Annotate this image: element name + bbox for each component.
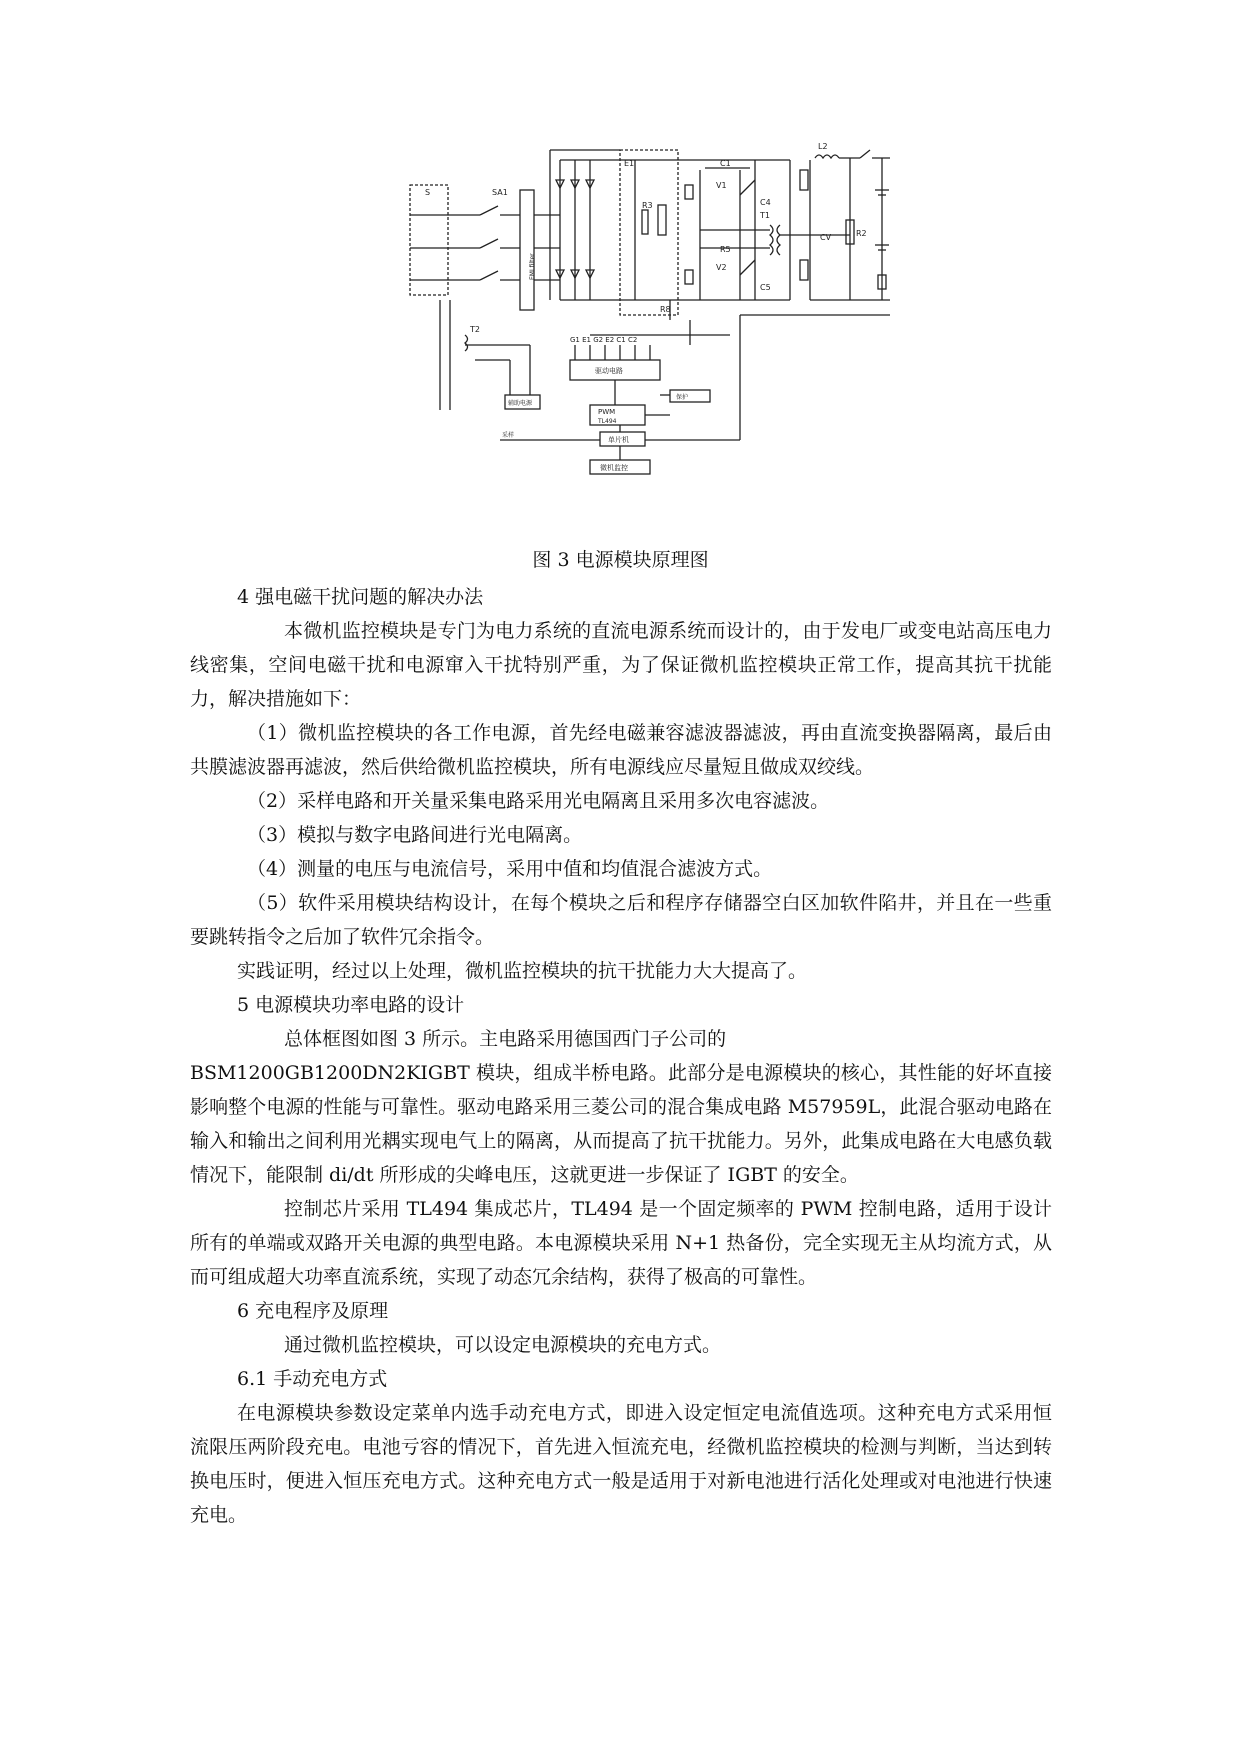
label-e1: E1 <box>624 159 635 168</box>
label-c5: C5 <box>760 283 771 292</box>
label-r3: R3 <box>642 201 653 210</box>
capacitor-block <box>620 150 678 315</box>
label-bus: G1 E1 G2 E2 C1 C2 <box>570 336 638 344</box>
paragraph: 控制芯片采用 TL494 集成芯片，TL494 是一个固定频率的 PWM 控制电路，适用于设计所有的单端或双路开关电源的典型电路。本电源模块采用 N+1 热备份，完全实现无主从均流方式，从而可组成超大功率直流系统，实现了动态冗余结构，获得了极高的可靠性。 <box>190 1198 1052 1288</box>
circuit-diagram <box>420 142 890 535</box>
heading-6: 6 充电程序及原理 <box>237 1300 389 1322</box>
paragraph: 实践证明，经过以上处理，微机监控模块的抗干扰能力大大提高了。 <box>237 960 808 982</box>
emi-filter-box <box>520 190 534 310</box>
label-driver: 驱动电路 <box>595 367 623 375</box>
list-item: （5）软件采用模块结构设计，在每个模块之后和程序存储器空白区加软件陷井，并且在一些重要跳转指令之后加了软件冗余指令。 <box>190 892 1052 948</box>
document-body <box>190 580 1052 1532</box>
label-r5: R5 <box>720 245 731 254</box>
label-pwm: PWM <box>598 408 616 416</box>
paragraph: 总体框图如图 3 所示。主电路采用德国西门子公司的 <box>284 1028 727 1050</box>
label-c1: C1 <box>720 159 731 168</box>
label-v2: V2 <box>716 263 727 272</box>
figure-caption: 图 3 电源模块原理图 <box>532 549 709 571</box>
heading-6-1: 6.1 手动充电方式 <box>237 1368 388 1390</box>
heading-4: 4 强电磁干扰问题的解决办法 <box>237 586 484 608</box>
label-aux-power: 辅助电源 <box>508 400 533 407</box>
circuit-diagram-figure <box>420 142 890 535</box>
label-monitor: 微机监控 <box>600 464 628 472</box>
label-t2: T2 <box>470 325 480 334</box>
label-sa1: SA1 <box>492 188 508 197</box>
list-item: （1）微机监控模块的各工作电源，首先经电磁兼容滤波器滤波，再由直流变换器隔离，最后由共膜滤波器再滤波，然后供给微机监控模块，所有电源线应尽量短且做成双绞线。 <box>190 722 1052 778</box>
paragraph: 在电源模块参数设定菜单内选手动充电方式，即进入设定恒定电流值选项。这种充电方式采用恒流限压两阶段充电。电池亏容的情况下，首先进入恒流充电，经微机监控模块的检测与判断，当达到转换电压时，便进入恒压充电方式。这种充电方式一般是适用于对新电池进行活化处理或对电池进行快速充电。 <box>190 1402 1052 1526</box>
list-item: （4）测量的电压与电流信号，采用中值和均值混合滤波方式。 <box>247 858 773 880</box>
list-item: （2）采样电路和开关量采集电路采用光电隔离且采用多次电容滤波。 <box>247 790 830 812</box>
input-block <box>410 185 448 295</box>
label-c4: C4 <box>760 198 771 207</box>
label-r8: R8 <box>660 305 671 314</box>
label-sampling: 采样 <box>502 432 515 439</box>
paragraph: 通过微机监控模块，可以设定电源模块的充电方式。 <box>284 1334 722 1356</box>
label-tl494: TL494 <box>598 418 617 425</box>
label-s: S <box>425 188 431 197</box>
label-cpu: 单片机 <box>608 436 629 444</box>
label-filter: EMI filter <box>529 253 536 280</box>
label-protect: 保护 <box>676 394 689 401</box>
paragraph: BSM1200GB1200DN2KIGBT 模块，组成半桥电路。此部分是电源模块的核心，其性能的好坏直接影响整个电源的性能与可靠性。驱动电路采用三菱公司的混合集成电路 M57959L，此混合驱动电路在输入和输出之间利用光耦实现电气上的隔离，从而提高了抗干扰能力。另外，此集成电路在大电感负载情况下，能限制 di/dt 所形成的尖峰电压，这就更进一步保证了 IGBT 的安全。 <box>190 1062 1052 1186</box>
list-item: （3）模拟与数字电路间进行光电隔离。 <box>247 824 583 846</box>
label-cv: CV <box>820 233 832 242</box>
paragraph: 本微机监控模块是专门为电力系统的直流电源系统而设计的，由于发电厂或变电站高压电力线密集，空间电磁干扰和电源窜入干扰特别严重，为了保证微机监控模块正常工作，提高其抗干扰能力，解决措施如下： <box>190 620 1052 710</box>
heading-5: 5 电源模块功率电路的设计 <box>237 994 465 1016</box>
label-t1: T1 <box>760 211 770 220</box>
label-r2: R2 <box>856 229 867 238</box>
label-l2: L2 <box>818 142 828 151</box>
label-v1: V1 <box>716 181 727 190</box>
